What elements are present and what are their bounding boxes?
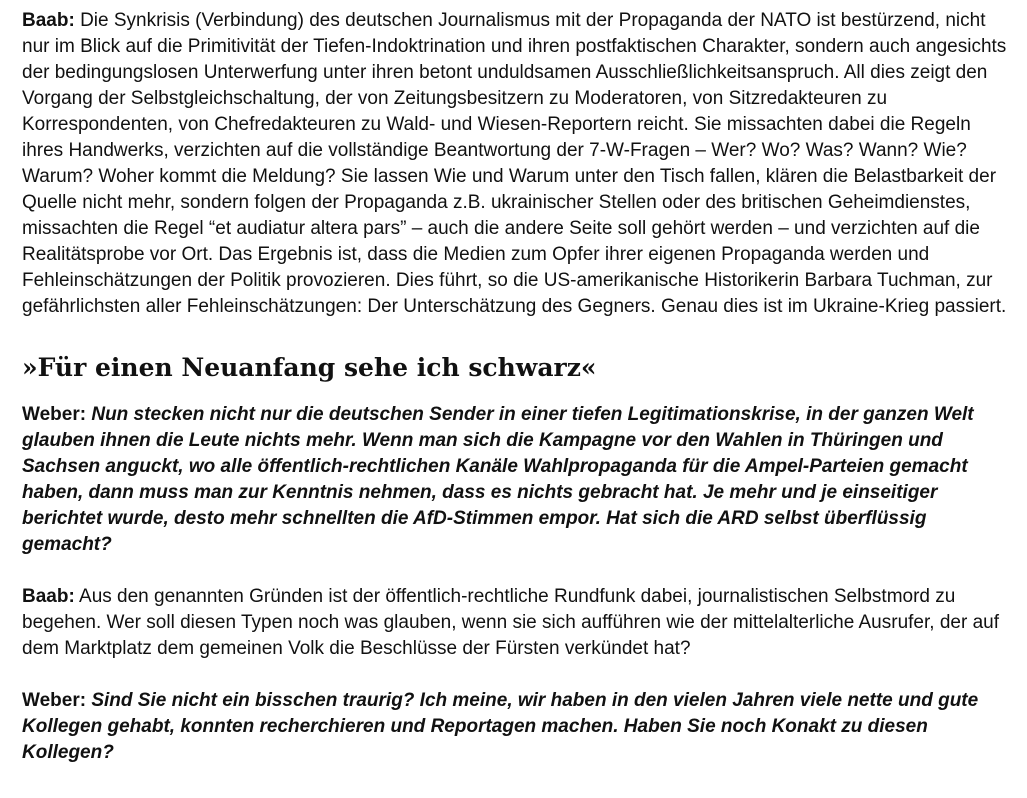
answer-paragraph [22,8,1007,320]
speaker-label: Weber: [22,690,87,711]
question-text: Sind Sie nicht ein bisschen traurig? Ich meine, wir haben in den vielen Jahren viele nette und gute Kollegen gehabt, konnten recherchieren und Reportagen machen. Haben Sie noch Konakt zu diesen Kollegen? [22,690,979,763]
article-body [22,8,1007,792]
speaker-label: Baab: [22,586,75,607]
speaker-label: Baab: [22,10,75,31]
question-paragraph [22,402,1007,558]
speaker-label: Weber: [22,404,87,425]
answer-paragraph [22,584,1007,662]
question-paragraph [22,688,1007,766]
section-heading: »Für einen Neuanfang sehe ich schwarz« [22,353,597,382]
answer-text: Aus den genannten Gründen ist der öffentlich-rechtliche Rundfunk dabei, journalistischen Selbstmord zu begehen. Wer soll diesen Typen noch was glauben, wenn sie sich aufführen wie der mittelalterliche Ausrufer, der auf dem Marktplatz dem gemeinen Volk die Beschlüsse der Fürsten verkündet hat? [22,586,999,659]
question-text: Nun stecken nicht nur die deutschen Sender in einer tiefen Legitimationskrise, in der ganzen Welt glauben ihnen die Leute nichts mehr. Wenn man sich die Kampagne vor den Wahlen in Thüringen und Sachsen anguckt, wo alle öffentlich-rechtlichen Kanäle Wahlpropaganda für die Ampel-Parteien gemacht haben, dann muss man zur Kenntnis nehmen, dass es nichts gebracht hat. Je mehr und je einseitiger berichtet wurde, desto mehr schnellten die AfD-Stimmen empor. Hat sich die ARD selbst überflüssig gemacht? [22,404,974,555]
answer-text: Die Synkrisis (Verbindung) des deutschen Journalismus mit der Propaganda der NATO ist bestürzend, nicht nur im Blick auf die Primitivität der Tiefen-Indoktrination und ihren postfaktischen Charakter, sondern auch angesichts der bedingungslosen Unterwerfung unter ihren betont unduldsamen Ausschließlichkeitsanspruch. All dies zeigt den Vorgang der Selbstgleichschaltung, der von Zeitungsbesitzern zu Moderatoren, von Sitzredakteuren zu Korrespondenten, von Chefredakteuren zu Wald- und Wiesen-Reportern reicht. Sie missachten dabei die Regeln ihres Handwerks, verzichten auf die vollständige Beantwortung der 7-W-Fragen – Wer? Wo? Was? Wann? Wie? Warum? Woher kommt die Meldung? Sie lassen Wie und Warum unter den Tisch fallen, klären die Belastbarkeit der Quelle nicht mehr, sondern folgen der Propaganda z.B. ukrainischer Stellen oder des britischen Geheimdienstes, missachten die Regel “et audiatur altera pars” – auch die andere Seite soll gehört werden – und verzichten auf die Realitätsprobe vor Ort. Das Ergebnis ist, dass die Medien zum Opfer ihrer eigenen Propaganda werden und Fehleinschätzungen der Politik provozieren. Dies führt, so die US-amerikanische Historikerin Barbara Tuchman, zur gefährlichsten aller Fehleinschätzungen: Der Unterschätzung des Gegners. Genau dies ist im Ukraine-Krieg passiert. [22,10,1007,317]
